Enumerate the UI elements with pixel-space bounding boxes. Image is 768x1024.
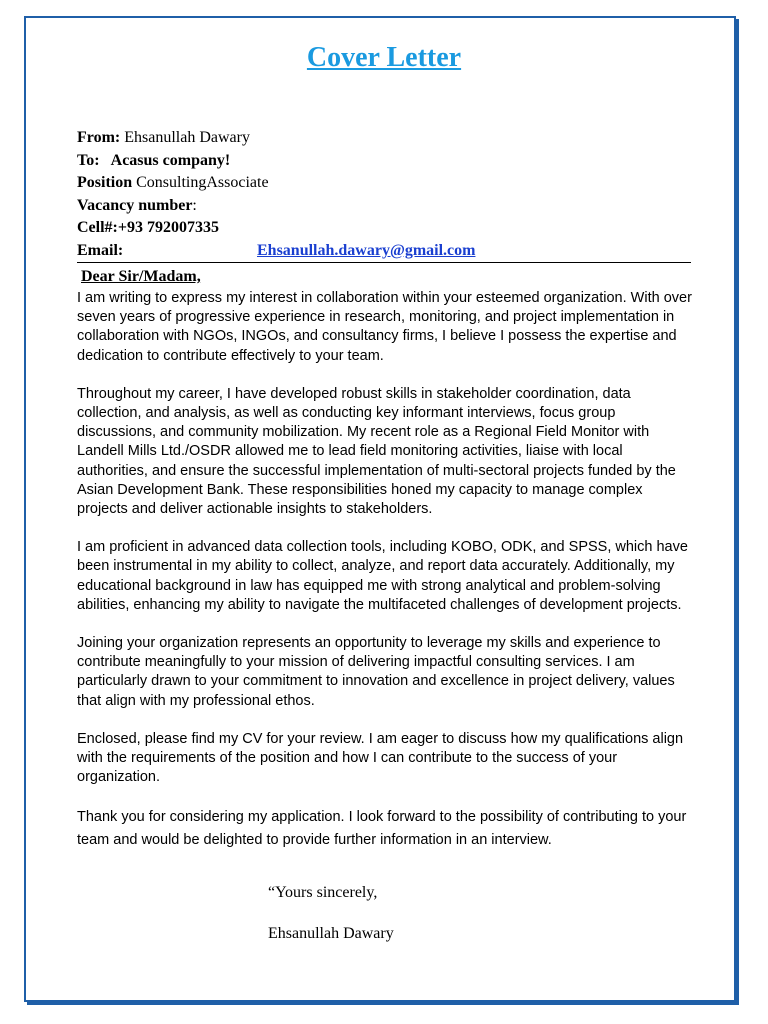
body-paragraph-3: I am proficient in advanced data collection tools, including KOBO, ODK, and SPSS, which have been instrumental in my ability to collect, analyze, and report data accurately. Additionally, my educational background in law has equipped me with strong analytical and problem-solving abilities, enhancing my ability to navigate the multifaceted challenges of development projects. — [77, 539, 688, 613]
letter-header — [77, 127, 691, 263]
valediction: “Yours sincerely, — [268, 884, 378, 901]
body-paragraph-5: Enclosed, please find my CV for your review. I am eager to discuss how my qualifications align with the requirements of the position and how I can contribute to the success of your organization. — [77, 730, 684, 786]
body-paragraph-6: Thank you for considering my application. I look forward to the possibility of contributing to your team and would be delighted to provide further information in an interview. — [77, 809, 687, 849]
letter-body — [77, 289, 695, 871]
email-line: Email: Ehsanullah.dawary@gmail.com — [77, 240, 691, 263]
salutation: Dear Sir/Madam, — [81, 268, 201, 285]
body-paragraph-4: Joining your organization represents an opportunity to leverage my skills and experience to contribute meaningfully to your mission of delivering impactful consulting services. I am particularly drawn to your commitment to innovation and excellence in project delivery, values that align with my professional ethos. — [77, 635, 675, 709]
email-link[interactable]: Ehsanullah.dawary@gmail.com — [257, 241, 476, 259]
document-title: Cover Letter — [306, 42, 462, 73]
body-paragraph-2: Throughout my career, I have developed robust skills in stakeholder coordination, data collection, and analysis, as well as conducting key informant interviews, focus group discussions, and community mobilization. My recent role as a Regional Field Monitor with Landell Mills Ltd./OSDR allowed me to lead field monitoring activities, liaise with local authorities, and ensure the successful implementation of multi-sectoral projects funded by the Asian Development Bank. These responsibilities honed my capacity to manage complex projects and deliver actionable insights to stakeholders. — [77, 385, 676, 518]
to-line: To: Acasus company! — [77, 151, 231, 169]
signature-name: Ehsanullah Dawary — [268, 925, 394, 942]
cell-line: Cell#:+93 792007335 — [77, 219, 219, 236]
body-paragraph-1: I am writing to express my interest in collaboration within your esteemed organization. With over seven years of progressive experience in research, monitoring, and project implementation in collaboration with NGOs, INGOs, and consultancy firms, I believe I possess the expertise and dedication to contribute effectively to your team. — [77, 290, 692, 364]
position-line: Position ConsultingAssociate — [77, 174, 269, 191]
vacancy-line: Vacancy number: — [77, 196, 197, 214]
from-line: From: Ehsanullah Dawary — [77, 129, 250, 146]
